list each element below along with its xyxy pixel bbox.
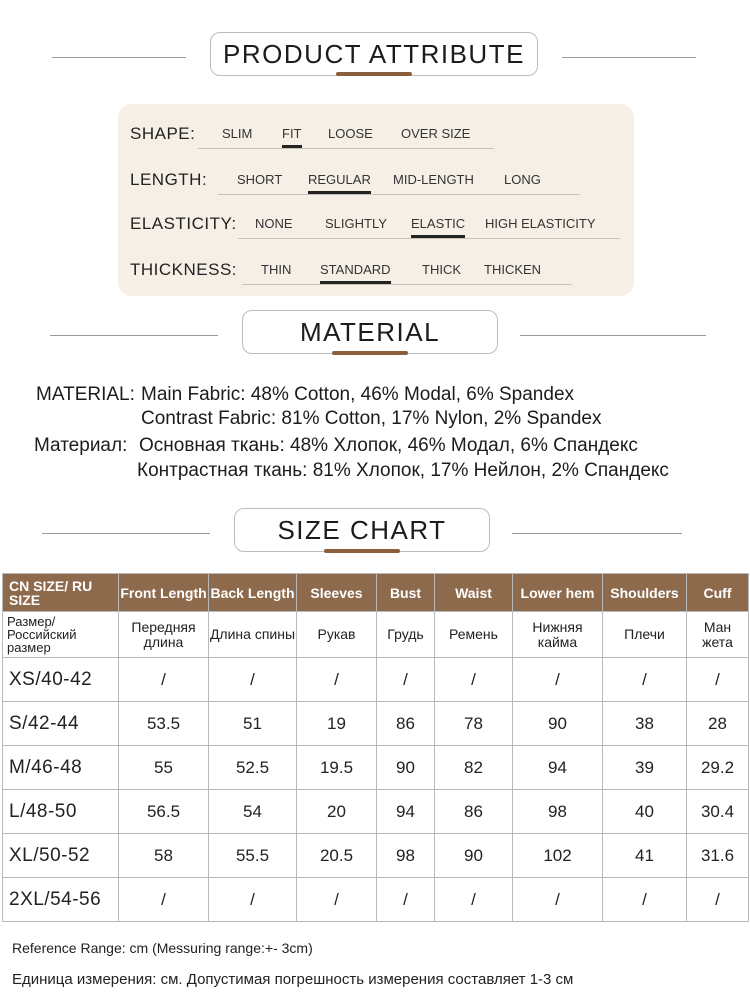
table-cell: 98 <box>377 834 435 878</box>
section-title: SIZE CHART <box>234 508 490 552</box>
attribute-option: LOOSE <box>328 126 373 141</box>
table-cell: XS/40-42 <box>3 658 119 702</box>
table-cell: 20.5 <box>297 834 377 878</box>
attribute-rule <box>218 194 580 195</box>
table-subheader-cell: Плечи <box>603 612 687 658</box>
table-cell: / <box>603 658 687 702</box>
attribute-option-selected: FIT <box>282 126 302 141</box>
attribute-rule <box>198 148 494 149</box>
table-subheader-cell: Ремень <box>435 612 513 658</box>
table-header-cell: Shoulders <box>603 574 687 612</box>
table-header-cell: Lower hem <box>513 574 603 612</box>
attribute-option: OVER SIZE <box>401 126 471 141</box>
table-subheader-cell: Грудь <box>377 612 435 658</box>
divider-line <box>50 335 218 336</box>
table-cell: 20 <box>297 790 377 834</box>
table-cell: 19 <box>297 702 377 746</box>
table-cell: 53.5 <box>119 702 209 746</box>
attribute-row-elasticity <box>118 208 634 238</box>
table-row <box>3 746 749 790</box>
attribute-section-header <box>0 32 750 82</box>
table-cell: 78 <box>435 702 513 746</box>
attribute-rule <box>242 284 572 285</box>
table-cell: 31.6 <box>687 834 749 878</box>
table-cell: / <box>377 878 435 922</box>
table-cell: 55 <box>119 746 209 790</box>
table-header-cell: Waist <box>435 574 513 612</box>
divider-line <box>562 57 696 58</box>
size-section-header <box>0 508 750 558</box>
material-contrast-ru: Контрастная ткань: 81% Хлопок, 17% Нейлон, 2% Спандекс <box>137 460 669 481</box>
material-label-ru: Материал: <box>34 435 128 456</box>
table-cell: / <box>435 878 513 922</box>
section-title: PRODUCT ATTRIBUTE <box>210 32 538 76</box>
table-cell: 29.2 <box>687 746 749 790</box>
attribute-option: SLIM <box>222 126 253 141</box>
material-section-header <box>0 310 750 360</box>
table-cell: XL/50-52 <box>3 834 119 878</box>
table-header-cell: Front Length <box>119 574 209 612</box>
attribute-panel <box>118 104 634 296</box>
table-header-cell: Back Length <box>209 574 297 612</box>
table-cell: 38 <box>603 702 687 746</box>
table-cell: 58 <box>119 834 209 878</box>
table-header-cell: Cuff <box>687 574 749 612</box>
attribute-option-selected: REGULAR <box>308 172 371 187</box>
table-header-cell: CN SIZE/ RU SIZE <box>3 574 119 612</box>
table-row <box>3 702 749 746</box>
table-cell: 51 <box>209 702 297 746</box>
table-cell: 2XL/54-56 <box>3 878 119 922</box>
table-cell: 30.4 <box>687 790 749 834</box>
table-cell: / <box>687 658 749 702</box>
material-contrast-en: Contrast Fabric: 81% Cotton, 17% Nylon, 2% Spandex <box>141 408 602 429</box>
table-cell: 102 <box>513 834 603 878</box>
table-subheader-cell: Нижняя кайма <box>513 612 603 658</box>
table-subheader-cell: Передняя длина <box>119 612 209 658</box>
title-underline <box>324 549 400 553</box>
table-subheader-cell: Ман жета <box>687 612 749 658</box>
table-cell: / <box>297 878 377 922</box>
divider-line <box>520 335 706 336</box>
attribute-row-thickness <box>118 254 634 284</box>
table-cell: 19.5 <box>297 746 377 790</box>
table-cell: / <box>297 658 377 702</box>
table-cell: / <box>209 658 297 702</box>
table-row <box>3 658 749 702</box>
divider-line <box>42 533 210 534</box>
attribute-option: THIN <box>261 262 292 277</box>
table-cell: 55.5 <box>209 834 297 878</box>
attribute-option: MID-LENGTH <box>393 172 474 187</box>
table-cell: 90 <box>435 834 513 878</box>
table-cell: S/42-44 <box>3 702 119 746</box>
attribute-row-length <box>118 164 634 194</box>
table-cell: / <box>513 658 603 702</box>
table-cell: 86 <box>435 790 513 834</box>
material-main-ru: Основная ткань: 48% Хлопок, 46% Модал, 6% Спандекс <box>139 435 638 456</box>
divider-line <box>512 533 682 534</box>
table-cell: 90 <box>377 746 435 790</box>
table-header-cell: Sleeves <box>297 574 377 612</box>
attribute-label: ELASTICITY: <box>130 214 237 233</box>
table-row <box>3 834 749 878</box>
table-cell: L/48-50 <box>3 790 119 834</box>
table-cell: / <box>119 878 209 922</box>
table-cell: 98 <box>513 790 603 834</box>
attribute-option: NONE <box>255 216 293 231</box>
table-cell: 56.5 <box>119 790 209 834</box>
table-row <box>3 790 749 834</box>
table-cell: / <box>513 878 603 922</box>
table-cell: 86 <box>377 702 435 746</box>
table-cell: / <box>119 658 209 702</box>
table-cell: 52.5 <box>209 746 297 790</box>
table-cell: / <box>603 878 687 922</box>
title-underline <box>336 72 412 76</box>
attribute-option: HIGH ELASTICITY <box>485 216 596 231</box>
material-label-en: MATERIAL: <box>36 384 135 405</box>
divider-line <box>52 57 186 58</box>
table-subheader-cell: Рукав <box>297 612 377 658</box>
attribute-label: THICKNESS: <box>130 260 238 279</box>
table-cell: 94 <box>513 746 603 790</box>
table-cell: / <box>687 878 749 922</box>
table-cell: 90 <box>513 702 603 746</box>
table-cell: / <box>209 878 297 922</box>
measurement-tolerance-note: Единица измерения: см. Допустимая погрешность измерения составляет 1-3 см <box>12 971 574 988</box>
title-underline <box>332 351 408 355</box>
attribute-option: SHORT <box>237 172 283 187</box>
attribute-option: LONG <box>504 172 541 187</box>
table-cell: / <box>377 658 435 702</box>
attribute-label: SHAPE: <box>130 124 196 143</box>
table-cell: / <box>435 658 513 702</box>
table-cell: 41 <box>603 834 687 878</box>
attribute-row-shape <box>118 118 634 148</box>
attribute-rule <box>238 238 620 239</box>
reference-range-note: Reference Range: cm (Messuring range:+- 3cm) <box>12 940 313 956</box>
attribute-option-selected: ELASTIC <box>411 216 466 231</box>
table-cell: 39 <box>603 746 687 790</box>
table-subheader-cell: Длина спины <box>209 612 297 658</box>
table-header-cell: Bust <box>377 574 435 612</box>
table-cell: 40 <box>603 790 687 834</box>
size-chart-table <box>2 573 749 922</box>
table-header-row <box>3 574 749 612</box>
table-subheader-row <box>3 612 749 658</box>
table-subheader-cell: Размер/ Российский размер <box>3 612 119 658</box>
table-row <box>3 878 749 922</box>
section-title: MATERIAL <box>242 310 498 354</box>
attribute-option: SLIGHTLY <box>325 216 387 231</box>
table-cell: 94 <box>377 790 435 834</box>
attribute-label: LENGTH: <box>130 170 208 189</box>
table-cell: 82 <box>435 746 513 790</box>
attribute-option: THICKEN <box>484 262 542 277</box>
material-main-en: Main Fabric: 48% Cotton, 46% Modal, 6% Spandex <box>141 384 575 405</box>
attribute-option: THICK <box>422 262 461 277</box>
table-cell: M/46-48 <box>3 746 119 790</box>
attribute-option-selected: STANDARD <box>320 262 391 277</box>
table-cell: 28 <box>687 702 749 746</box>
table-cell: 54 <box>209 790 297 834</box>
